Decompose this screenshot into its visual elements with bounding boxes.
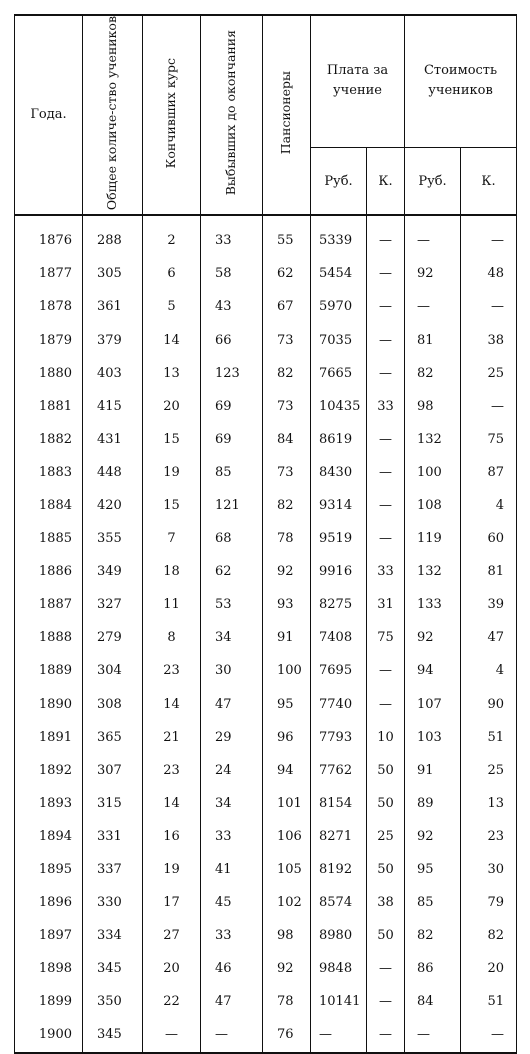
cell-fee-kop: 50 (367, 787, 405, 820)
header-cost (405, 15, 517, 147)
table-row (15, 654, 517, 687)
table-row (15, 588, 517, 621)
cell-boarders: 73 (263, 456, 311, 489)
cell-fee-kop: — (367, 952, 405, 985)
cell-cost-kop: 39 (461, 588, 517, 621)
cell-total-students: 345 (83, 952, 143, 985)
table-row (15, 820, 517, 853)
cell-fee-rub: 7740 (311, 687, 367, 720)
cell-cost-kop: 13 (461, 787, 517, 820)
cell-graduates: 2 (143, 215, 201, 257)
cell-fee-kop: — (367, 1018, 405, 1052)
cell-boarders: 94 (263, 754, 311, 787)
table-row (15, 754, 517, 787)
cell-fee-kop: 33 (367, 555, 405, 588)
cell-cost-kop: 51 (461, 721, 517, 754)
cell-dropouts: 46 (201, 952, 263, 985)
cell-total-students: 349 (83, 555, 143, 588)
table-row (15, 787, 517, 820)
cell-year: 1896 (15, 886, 83, 919)
cell-total-students: 334 (83, 919, 143, 952)
table-header (15, 15, 517, 215)
cell-graduates: 11 (143, 588, 201, 621)
cell-fee-kop: — (367, 423, 405, 456)
cell-fee-rub: 5454 (311, 257, 367, 290)
cell-cost-rub: 91 (405, 754, 461, 787)
table-row (15, 853, 517, 886)
cell-total-students: 379 (83, 323, 143, 356)
cell-cost-kop: 51 (461, 985, 517, 1018)
header-graduates-label: Кончивших курс (163, 57, 179, 169)
table-row (15, 257, 517, 290)
cell-year: 1898 (15, 952, 83, 985)
cell-fee-kop: — (367, 654, 405, 687)
cell-cost-kop: — (461, 390, 517, 423)
cell-cost-rub: 133 (405, 588, 461, 621)
cell-graduates: 22 (143, 985, 201, 1018)
cell-graduates: 18 (143, 555, 201, 588)
cell-fee-rub: 7665 (311, 357, 367, 390)
cell-boarders: 95 (263, 687, 311, 720)
cell-cost-kop: 79 (461, 886, 517, 919)
cell-fee-rub: 8154 (311, 787, 367, 820)
cell-cost-kop: 38 (461, 323, 517, 356)
cell-year: 1887 (15, 588, 83, 621)
cell-dropouts: 123 (201, 357, 263, 390)
cell-total-students: 337 (83, 853, 143, 886)
cell-fee-rub: 7695 (311, 654, 367, 687)
cell-graduates: 20 (143, 952, 201, 985)
header-fee (311, 15, 405, 147)
cell-cost-rub: 92 (405, 820, 461, 853)
cell-cost-rub: 92 (405, 621, 461, 654)
cell-cost-rub: 82 (405, 919, 461, 952)
table-row (15, 555, 517, 588)
cell-cost-kop: 4 (461, 654, 517, 687)
cell-year: 1900 (15, 1018, 83, 1052)
cell-fee-kop: 50 (367, 754, 405, 787)
cell-cost-kop: 60 (461, 522, 517, 555)
cell-year: 1884 (15, 489, 83, 522)
cell-fee-kop: — (367, 687, 405, 720)
cell-dropouts: 62 (201, 555, 263, 588)
cell-fee-rub: 7793 (311, 721, 367, 754)
cell-fee-rub: 8275 (311, 588, 367, 621)
cell-cost-rub: 107 (405, 687, 461, 720)
cell-graduates: 15 (143, 423, 201, 456)
cell-year: 1886 (15, 555, 83, 588)
cell-year: 1890 (15, 687, 83, 720)
cell-cost-rub: 92 (405, 257, 461, 290)
cell-cost-kop: 4 (461, 489, 517, 522)
cell-year: 1882 (15, 423, 83, 456)
table-row (15, 1018, 517, 1052)
cell-total-students: 288 (83, 215, 143, 257)
cell-year: 1878 (15, 290, 83, 323)
cell-year: 1881 (15, 390, 83, 423)
table-row (15, 290, 517, 323)
cell-graduates: 19 (143, 853, 201, 886)
cell-fee-rub: 9848 (311, 952, 367, 985)
cell-graduates: 14 (143, 687, 201, 720)
cell-boarders: 98 (263, 919, 311, 952)
cell-cost-rub: 119 (405, 522, 461, 555)
cell-year: 1889 (15, 654, 83, 687)
cell-fee-rub: 9314 (311, 489, 367, 522)
cell-graduates: — (143, 1018, 201, 1052)
cell-cost-kop: 75 (461, 423, 517, 456)
cell-dropouts: 34 (201, 621, 263, 654)
cell-graduates: 15 (143, 489, 201, 522)
cell-total-students: 305 (83, 257, 143, 290)
header-fee-label: Плата за учение (326, 63, 389, 99)
table-row (15, 522, 517, 555)
cell-cost-kop: 23 (461, 820, 517, 853)
cell-cost-rub: — (405, 290, 461, 323)
cell-fee-rub: 10435 (311, 390, 367, 423)
cell-total-students: 365 (83, 721, 143, 754)
cell-cost-kop: 90 (461, 687, 517, 720)
cell-boarders: 93 (263, 588, 311, 621)
cell-dropouts: 68 (201, 522, 263, 555)
cell-total-students: 330 (83, 886, 143, 919)
table-row (15, 687, 517, 720)
cell-graduates: 19 (143, 456, 201, 489)
cell-dropouts: 33 (201, 215, 263, 257)
header-dropouts-label: Выбывших до окончания (223, 30, 239, 196)
cell-cost-kop: 25 (461, 754, 517, 787)
cell-boarders: 101 (263, 787, 311, 820)
cell-boarders: 106 (263, 820, 311, 853)
cell-total-students: 403 (83, 357, 143, 390)
cell-dropouts: 53 (201, 588, 263, 621)
cell-fee-rub: 5970 (311, 290, 367, 323)
cell-cost-kop: — (461, 290, 517, 323)
cell-dropouts: 58 (201, 257, 263, 290)
cell-boarders: 62 (263, 257, 311, 290)
cell-total-students: 327 (83, 588, 143, 621)
table-row (15, 357, 517, 390)
cell-total-students: 304 (83, 654, 143, 687)
cell-total-students: 315 (83, 787, 143, 820)
cell-total-students: 431 (83, 423, 143, 456)
cell-boarders: 82 (263, 489, 311, 522)
cell-total-students: 420 (83, 489, 143, 522)
cell-year: 1893 (15, 787, 83, 820)
cell-fee-rub: — (311, 1018, 367, 1052)
cell-cost-rub: 103 (405, 721, 461, 754)
cell-dropouts: 33 (201, 919, 263, 952)
header-fee-kop: К. (367, 147, 405, 215)
cell-cost-kop: 87 (461, 456, 517, 489)
cell-boarders: 82 (263, 357, 311, 390)
cell-graduates: 27 (143, 919, 201, 952)
cell-year: 1883 (15, 456, 83, 489)
header-cost-kop: К. (461, 147, 517, 215)
cell-cost-rub: 86 (405, 952, 461, 985)
cell-graduates: 23 (143, 654, 201, 687)
cell-dropouts: 47 (201, 687, 263, 720)
header-row-top (15, 15, 517, 147)
header-boarders (263, 15, 311, 215)
table-row (15, 323, 517, 356)
cell-fee-rub: 5339 (311, 215, 367, 257)
cell-fee-kop: 50 (367, 853, 405, 886)
student-statistics-table (14, 14, 517, 1054)
cell-cost-rub: 85 (405, 886, 461, 919)
cell-graduates: 8 (143, 621, 201, 654)
cell-dropouts: 34 (201, 787, 263, 820)
cell-boarders: 84 (263, 423, 311, 456)
cell-boarders: 105 (263, 853, 311, 886)
cell-dropouts: 85 (201, 456, 263, 489)
cell-dropouts: 30 (201, 654, 263, 687)
cell-dropouts: 69 (201, 423, 263, 456)
cell-cost-rub: 132 (405, 423, 461, 456)
cell-graduates: 6 (143, 257, 201, 290)
cell-total-students: 345 (83, 1018, 143, 1052)
cell-graduates: 13 (143, 357, 201, 390)
table-row (15, 621, 517, 654)
cell-graduates: 21 (143, 721, 201, 754)
cell-cost-kop: 25 (461, 357, 517, 390)
cell-year: 1897 (15, 919, 83, 952)
header-total-students-label: Общее количе-ство учеников (104, 16, 120, 211)
header-cost-rub: Руб. (405, 147, 461, 215)
cell-fee-kop: — (367, 522, 405, 555)
cell-boarders: 78 (263, 985, 311, 1018)
cell-fee-kop: — (367, 257, 405, 290)
cell-fee-kop: 33 (367, 390, 405, 423)
cell-fee-kop: — (367, 357, 405, 390)
cell-fee-kop: 31 (367, 588, 405, 621)
cell-boarders: 55 (263, 215, 311, 257)
cell-dropouts: 69 (201, 390, 263, 423)
cell-boarders: 91 (263, 621, 311, 654)
cell-fee-kop: 50 (367, 919, 405, 952)
cell-fee-rub: 7408 (311, 621, 367, 654)
cell-boarders: 92 (263, 952, 311, 985)
header-cost-label: Стоимость учеников (423, 63, 498, 99)
cell-total-students: 307 (83, 754, 143, 787)
cell-cost-kop: 20 (461, 952, 517, 985)
cell-fee-kop: — (367, 323, 405, 356)
header-total-students (83, 15, 143, 215)
header-year (15, 15, 83, 215)
cell-fee-kop: — (367, 290, 405, 323)
table-row (15, 985, 517, 1018)
cell-total-students: 448 (83, 456, 143, 489)
cell-dropouts: 47 (201, 985, 263, 1018)
cell-graduates: 20 (143, 390, 201, 423)
cell-year: 1877 (15, 257, 83, 290)
cell-cost-kop: 30 (461, 853, 517, 886)
header-year-label: Года. (30, 107, 67, 123)
cell-dropouts: 43 (201, 290, 263, 323)
cell-boarders: 96 (263, 721, 311, 754)
header-graduates (143, 15, 201, 215)
cell-graduates: 5 (143, 290, 201, 323)
cell-year: 1895 (15, 853, 83, 886)
cell-cost-kop: 48 (461, 257, 517, 290)
cell-fee-rub: 8271 (311, 820, 367, 853)
table-row (15, 390, 517, 423)
header-fee-rub: Руб. (311, 147, 367, 215)
cell-fee-kop: — (367, 456, 405, 489)
cell-graduates: 14 (143, 323, 201, 356)
cell-boarders: 76 (263, 1018, 311, 1052)
cell-fee-kop: 10 (367, 721, 405, 754)
table-row (15, 215, 517, 257)
cell-cost-kop: 81 (461, 555, 517, 588)
cell-dropouts: 24 (201, 754, 263, 787)
cell-total-students: 308 (83, 687, 143, 720)
cell-year: 1888 (15, 621, 83, 654)
cell-cost-rub: 132 (405, 555, 461, 588)
cell-graduates: 16 (143, 820, 201, 853)
cell-cost-rub: 89 (405, 787, 461, 820)
cell-cost-rub: 81 (405, 323, 461, 356)
header-dropouts (201, 15, 263, 215)
cell-graduates: 7 (143, 522, 201, 555)
cell-year: 1876 (15, 215, 83, 257)
cell-boarders: 73 (263, 390, 311, 423)
cell-dropouts: 41 (201, 853, 263, 886)
cell-total-students: 331 (83, 820, 143, 853)
cell-year: 1899 (15, 985, 83, 1018)
cell-year: 1880 (15, 357, 83, 390)
cell-cost-kop: — (461, 215, 517, 257)
cell-cost-rub: 82 (405, 357, 461, 390)
cell-fee-rub: 8980 (311, 919, 367, 952)
cell-fee-rub: 8430 (311, 456, 367, 489)
cell-boarders: 92 (263, 555, 311, 588)
cell-graduates: 17 (143, 886, 201, 919)
cell-fee-kop: — (367, 489, 405, 522)
cell-cost-rub: 94 (405, 654, 461, 687)
cell-fee-kop: — (367, 985, 405, 1018)
cell-cost-rub: 108 (405, 489, 461, 522)
header-boarders-label: Пансионеры (278, 71, 294, 155)
cell-boarders: 102 (263, 886, 311, 919)
cell-fee-rub: 10141 (311, 985, 367, 1018)
cell-fee-kop: 75 (367, 621, 405, 654)
cell-fee-kop: 38 (367, 886, 405, 919)
cell-fee-rub: 9519 (311, 522, 367, 555)
cell-cost-rub: — (405, 215, 461, 257)
table-body (15, 215, 517, 1052)
cell-cost-rub: 98 (405, 390, 461, 423)
cell-fee-rub: 8574 (311, 886, 367, 919)
cell-total-students: 350 (83, 985, 143, 1018)
cell-fee-rub: 8192 (311, 853, 367, 886)
cell-boarders: 73 (263, 323, 311, 356)
cell-fee-kop: — (367, 215, 405, 257)
cell-dropouts: 121 (201, 489, 263, 522)
table-row (15, 919, 517, 952)
cell-cost-rub: 100 (405, 456, 461, 489)
cell-fee-rub: 7762 (311, 754, 367, 787)
cell-dropouts: 45 (201, 886, 263, 919)
cell-year: 1891 (15, 721, 83, 754)
cell-total-students: 279 (83, 621, 143, 654)
cell-cost-rub: — (405, 1018, 461, 1052)
cell-boarders: 78 (263, 522, 311, 555)
table-row (15, 721, 517, 754)
table-row (15, 886, 517, 919)
cell-year: 1894 (15, 820, 83, 853)
cell-cost-kop: 82 (461, 919, 517, 952)
table-row (15, 423, 517, 456)
cell-fee-rub: 9916 (311, 555, 367, 588)
cell-dropouts: — (201, 1018, 263, 1052)
cell-cost-rub: 84 (405, 985, 461, 1018)
cell-boarders: 67 (263, 290, 311, 323)
cell-graduates: 14 (143, 787, 201, 820)
cell-year: 1879 (15, 323, 83, 356)
cell-cost-rub: 95 (405, 853, 461, 886)
cell-year: 1892 (15, 754, 83, 787)
cell-dropouts: 33 (201, 820, 263, 853)
table-row (15, 489, 517, 522)
cell-fee-kop: 25 (367, 820, 405, 853)
table-row (15, 456, 517, 489)
cell-dropouts: 29 (201, 721, 263, 754)
cell-fee-rub: 7035 (311, 323, 367, 356)
cell-total-students: 355 (83, 522, 143, 555)
cell-cost-kop: 47 (461, 621, 517, 654)
cell-total-students: 361 (83, 290, 143, 323)
cell-dropouts: 66 (201, 323, 263, 356)
cell-cost-kop: — (461, 1018, 517, 1052)
cell-fee-rub: 8619 (311, 423, 367, 456)
table-row (15, 952, 517, 985)
cell-graduates: 23 (143, 754, 201, 787)
cell-boarders: 100 (263, 654, 311, 687)
cell-year: 1885 (15, 522, 83, 555)
cell-total-students: 415 (83, 390, 143, 423)
